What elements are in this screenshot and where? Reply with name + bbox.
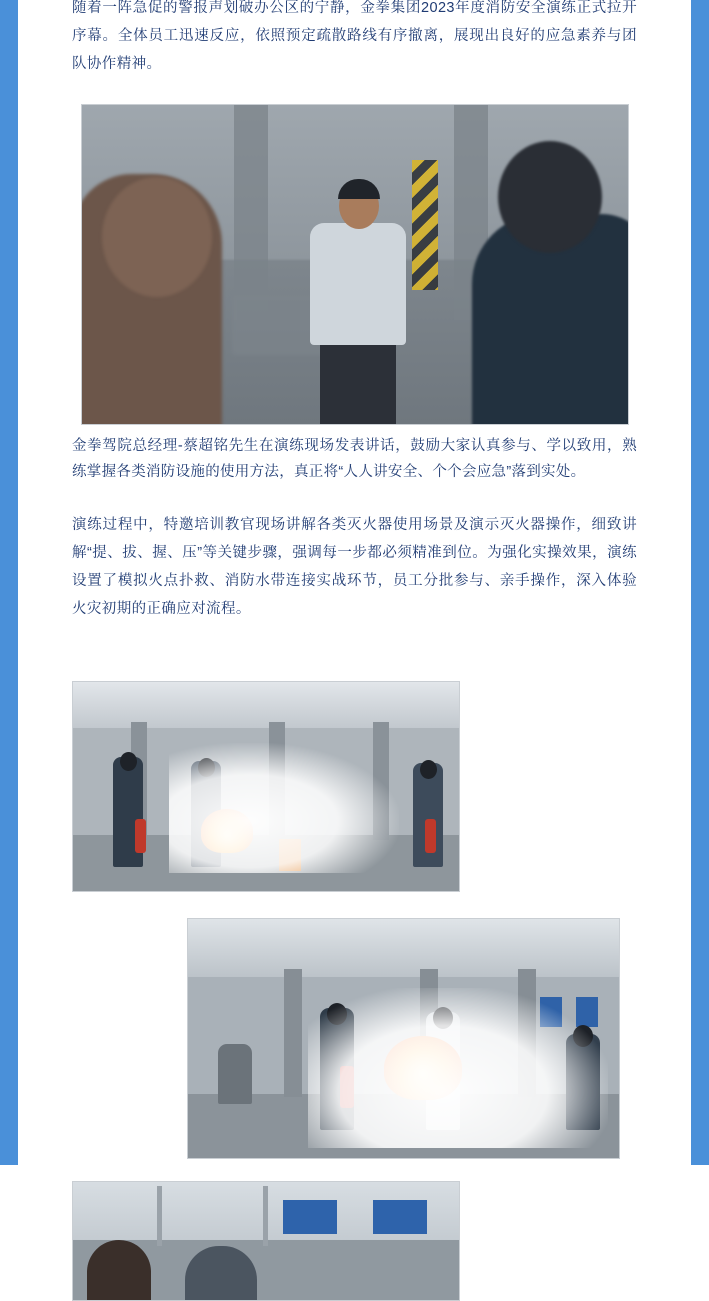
fire-extinguisher-shape — [135, 819, 146, 853]
signboard-shape — [283, 1200, 337, 1234]
article-content — [22, 0, 687, 1165]
spacer — [72, 1159, 637, 1181]
person-shape — [218, 1044, 252, 1104]
speaker-legs-shape — [320, 337, 396, 425]
paragraph-intro: 随着一阵急促的警报声划破办公区的宁静，金拳集团2023年度消防安全演练正式拉开序幕。全体员工迅速反应，依照预定疏散路线有序撤离，展现出良好的应急素养与团队协作精神。 — [72, 0, 637, 72]
pillar-shape — [234, 105, 268, 320]
photo-roof-shape — [188, 919, 619, 977]
hazard-stripe-shape — [412, 160, 438, 290]
left-frame-rail — [0, 0, 22, 1165]
paragraph-drill-process: 演练过程中，特邀培训教官现场讲解各类灭火器使用场景及演示灭火器操作，细致讲解“提、拔、握、压”等关键步骤，强调每一步都必须精准到位。为强化实操效果，演练设置了模拟火点扑救、消防水带连接实战环节，员工分批参与、亲手操作，深入体验火灾初期的正确应对流程。 — [72, 517, 637, 617]
right-frame-inner-line — [687, 0, 691, 1165]
speaker-body-shape — [310, 223, 406, 345]
smoke-shape — [169, 743, 399, 873]
foreground-person-right-head-shape — [498, 141, 602, 253]
foreground-person-left-head-shape — [102, 177, 212, 297]
right-frame-rail — [687, 0, 709, 1165]
extinguisher-practice-photo-2 — [187, 918, 620, 1159]
spacer — [72, 892, 637, 918]
speech-photo — [81, 104, 629, 425]
spacer — [72, 78, 637, 104]
person-head-shape — [120, 752, 137, 771]
column-shape — [284, 969, 302, 1097]
smoke-shape — [308, 988, 608, 1148]
person-head-shape — [420, 760, 437, 779]
spacer — [72, 485, 637, 511]
pole-shape — [157, 1186, 162, 1246]
signboard-shape — [373, 1200, 427, 1234]
fire-extinguisher-shape — [425, 819, 436, 853]
spacer — [72, 623, 637, 681]
speech-photo-caption: 金拳驾院总经理-蔡超铭先生在演练现场发表讲话，鼓励大家认真参与、学以致用，熟练掌握各类消防设施的使用方法，真正将“人人讲安全、个个会应急”落到实处。 — [72, 438, 637, 480]
extinguisher-practice-photo-1 — [72, 681, 460, 892]
foreground-person-shape — [87, 1240, 151, 1300]
drill-site-photo-3 — [72, 1181, 460, 1301]
pole-shape — [263, 1186, 268, 1246]
